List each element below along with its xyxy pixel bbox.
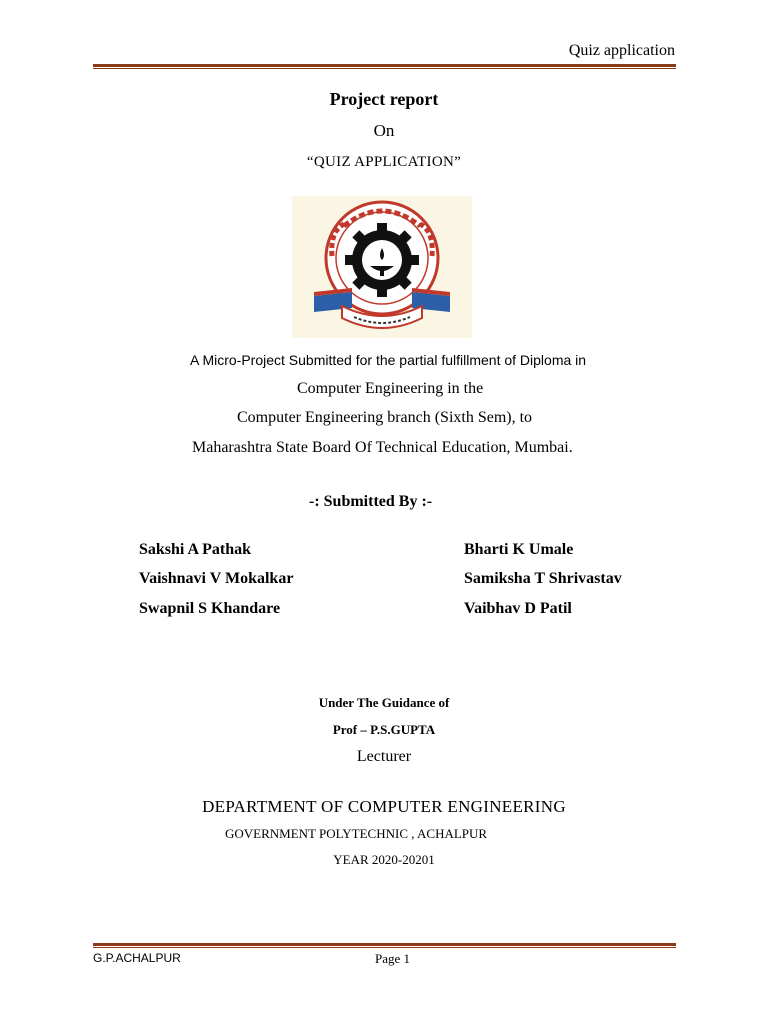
guide-name: Prof – P.S.GUPTA xyxy=(332,722,436,737)
guidance-heading: Under The Guidance of xyxy=(318,695,450,710)
student-name: Sakshi A Pathak xyxy=(139,541,252,558)
submission-line-4: Maharashtra State Board Of Technical Education, Mumbai. xyxy=(192,439,573,456)
submission-line-3: Computer Engineering branch (Sixth Sem), to xyxy=(237,409,533,426)
footer-institution: G.P.ACHALPUR xyxy=(93,951,181,965)
student-name: Vaishnavi V Mokalkar xyxy=(139,570,294,587)
student-name: Bharti K Umale xyxy=(464,541,574,558)
running-header: Quiz application xyxy=(568,42,675,59)
department-name: DEPARTMENT OF COMPUTER ENGINEERING xyxy=(202,797,566,816)
report-title: Project report xyxy=(329,89,439,109)
page-number: Page 1 xyxy=(375,951,411,966)
msbte-emblem-icon xyxy=(292,196,472,338)
project-name: “QUIZ APPLICATION” xyxy=(306,154,462,170)
guide-role: Lecturer xyxy=(356,748,412,765)
footer-rule xyxy=(93,943,676,949)
student-name: Samiksha T Shrivastav xyxy=(464,570,622,587)
submission-line-2: Computer Engineering in the xyxy=(297,380,484,397)
academic-year: YEAR 2020-20201 xyxy=(333,852,435,867)
header-rule xyxy=(93,64,676,70)
student-name: Vaibhav D Patil xyxy=(464,600,572,617)
report-on: On xyxy=(373,121,395,140)
submitted-by-heading: -: Submitted By :- xyxy=(309,493,433,510)
student-name: Swapnil S Khandare xyxy=(139,600,281,617)
submission-line-1: A Micro-Project Submitted for the partial fulfillment of Diploma in xyxy=(190,352,587,368)
college-name: GOVERNMENT POLYTECHNIC , ACHALPUR xyxy=(225,826,488,841)
